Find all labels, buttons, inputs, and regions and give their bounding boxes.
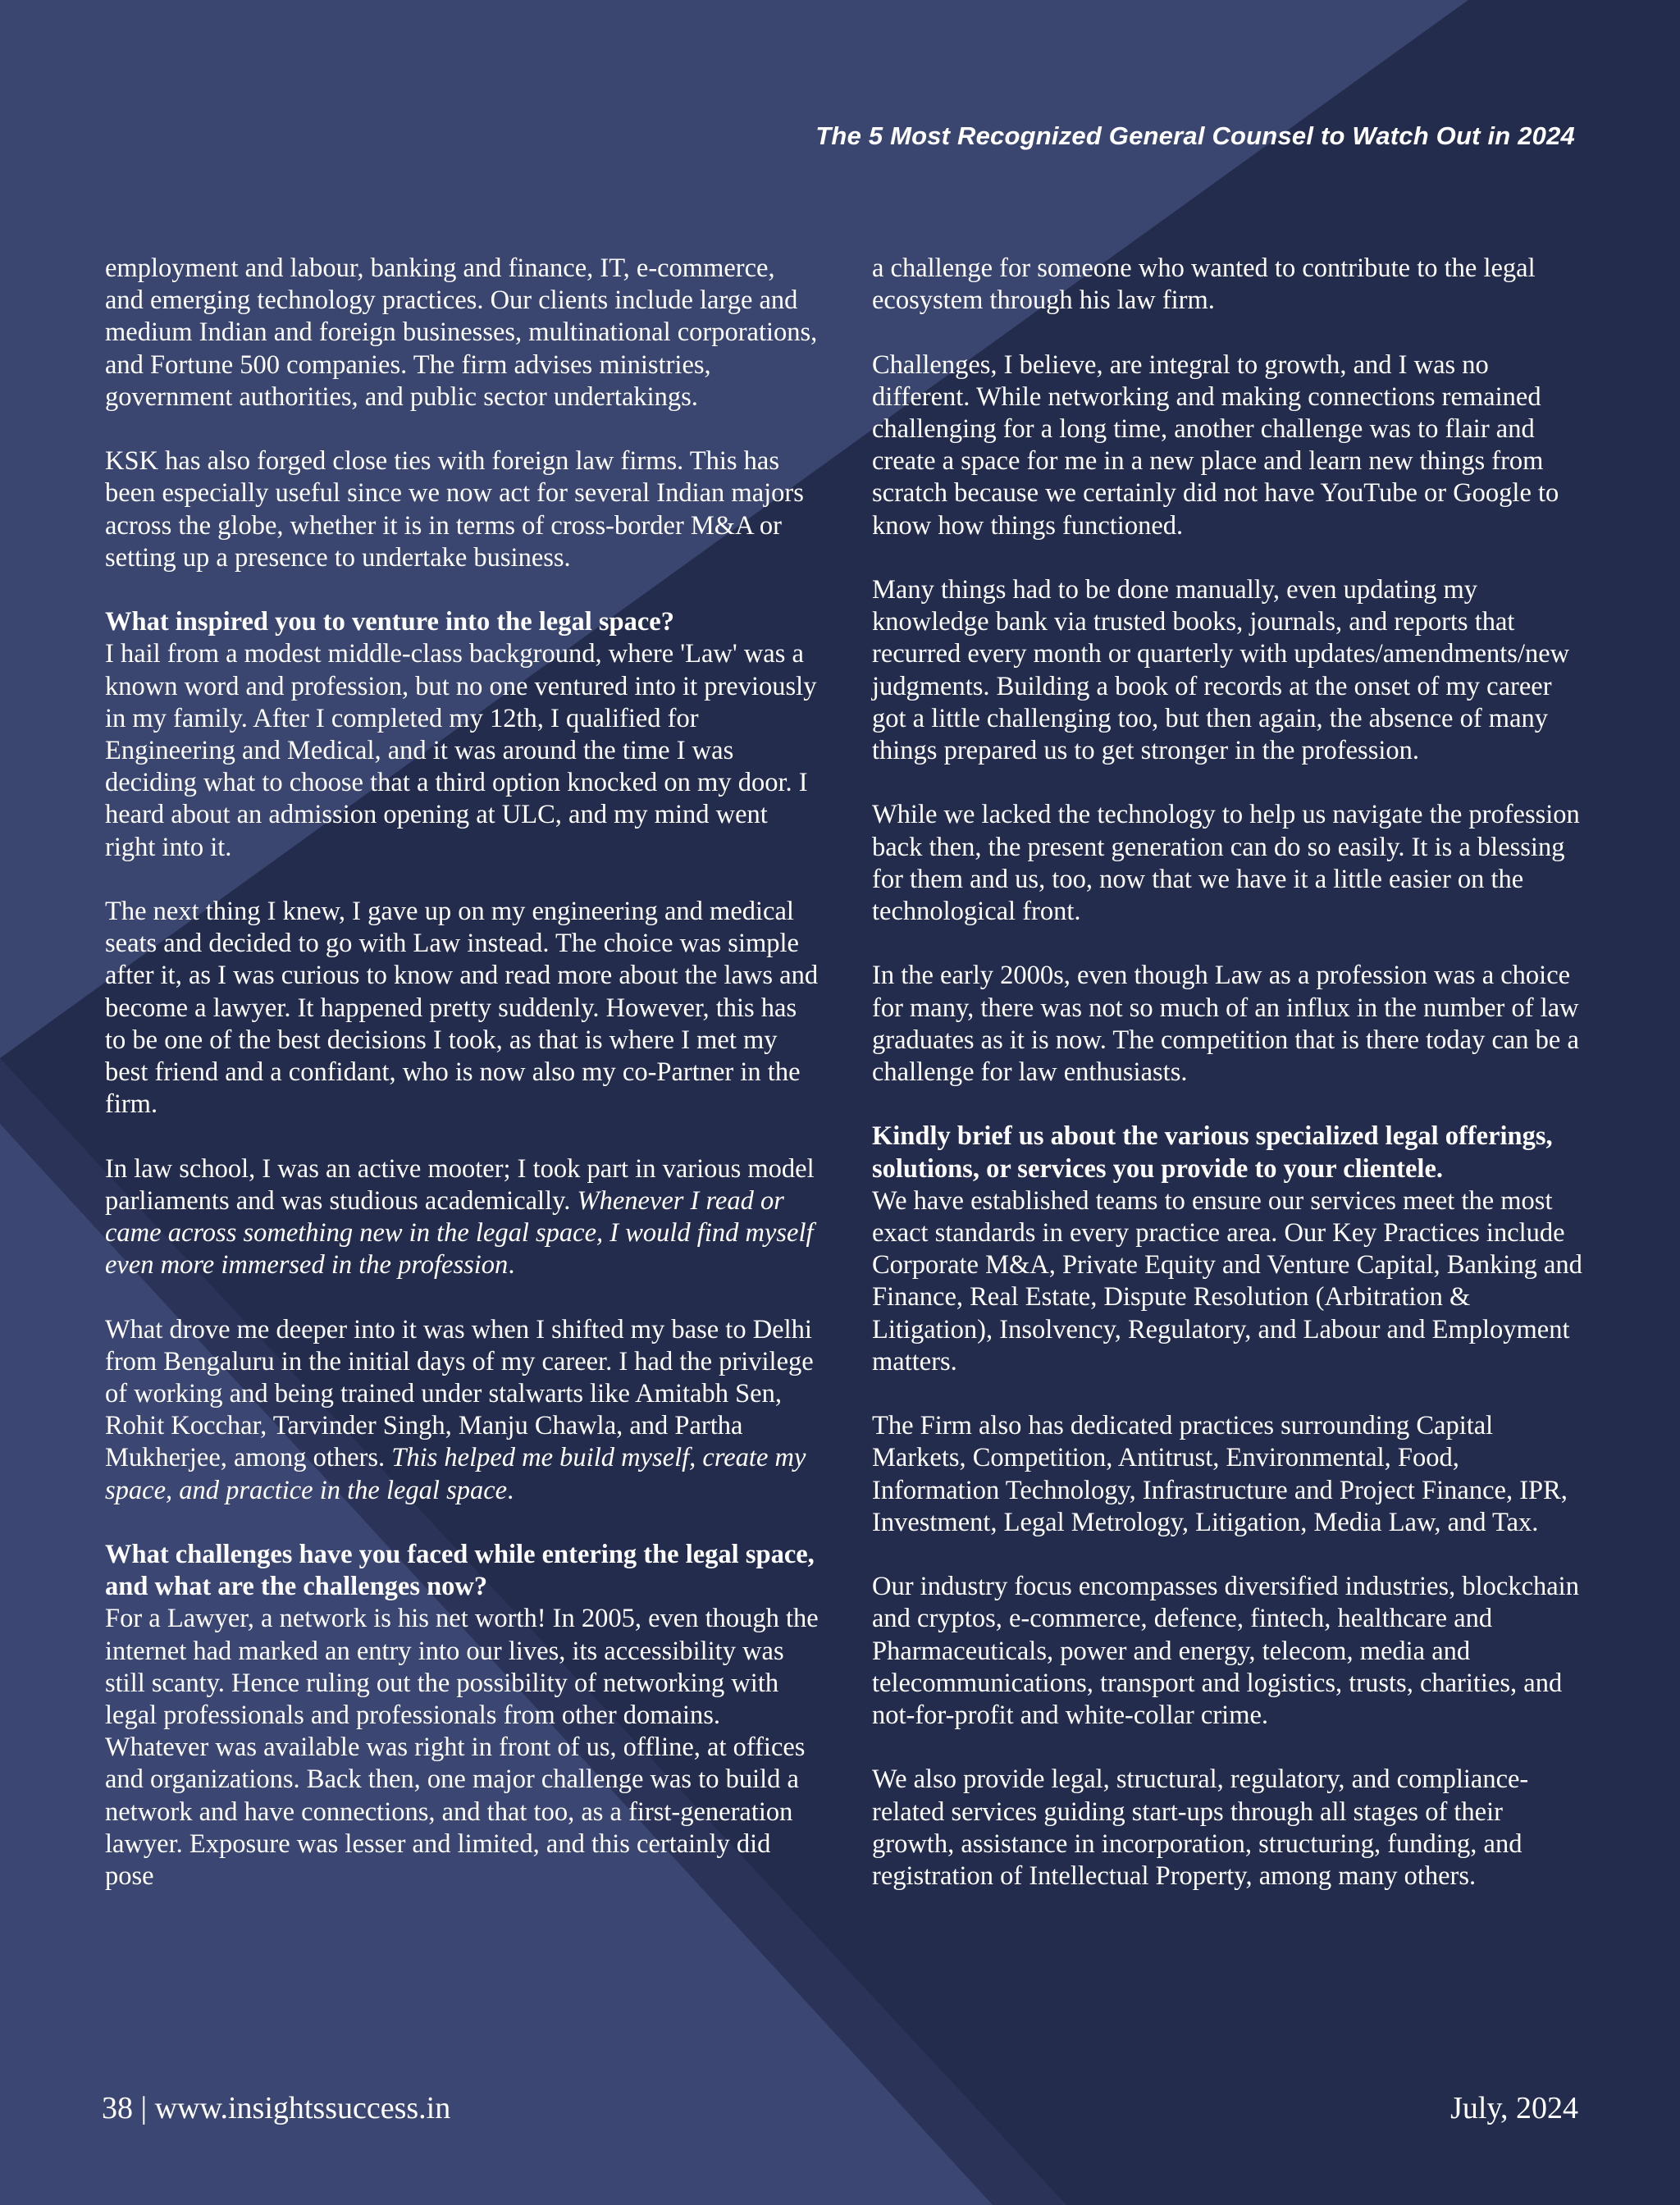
left-column: [105, 253, 819, 1892]
paragraph: Many things had to be done manually, even updating my knowledge bank via trusted books, journals, and reports that recurred every month or quarterly with updates/amendments/new judgments. Building a book of records at the onset of my career got a little challenging too, but then again, the absence of many things prepared us to get stronger in the profession.: [872, 575, 1570, 766]
answer-text: For a Lawyer, a network is his net worth! In 2005, even though the internet had marked an entry into our lives, its accessibility was still scanty. Hence ruling out the possibility of networking with legal professionals and professionals from other domains. Whatever was available was right in front of us, offline, at offices and organizations. Back then, one major challenge was to build a network and have connections, and that too, as a first-generation lawyer. Exposure was lesser and limited, and this certainly did pose: [105, 1604, 819, 1892]
text-plain: What drove me deeper into it was when I shifted my base to Delhi from Bengaluru in the initial days of my career. I had the privilege of working and being trained under stalwarts like Amitabh Sen, Rohit Kocchar, Tarvinder Singh, Manju Chawla, and Partha Mukherjee, among others.: [105, 1314, 814, 1473]
paragraph: Our industry focus encompasses diversified industries, blockchain and cryptos, e-commerce, defence, fintech, healthcare and Pharmaceuticals, power and energy, telecom, media and telecommunications, transport and logistics, trusts, charities, and not-for-profit and white-collar crime.: [872, 1572, 1579, 1731]
paragraph: The Firm also has dedicated practices surrounding Capital Markets, Competition, Antitrust, Environmental, Food, Information Technology, Infrastructure and Project Finance, IPR, Investment, Legal Metrology, Litigation, Media Law, and Tax.: [872, 1411, 1568, 1537]
question-heading: What challenges have you faced while entering the legal space, and what are the challenges now?: [105, 1540, 815, 1602]
paragraph: While we lacked the technology to help us navigate the profession back then, the present generation can do so easily. It is a blessing for them and us, too, now that we have it a little easier on the technological front.: [872, 800, 1580, 927]
paragraph: Challenges, I believe, are integral to growth, and I was no different. While networking and making connections remained challenging for a long time, another challenge was to flair and create a space for me in a new place and learn new things from scratch because we certainly did not have YouTube or Google to know how things functioned.: [872, 349, 1559, 541]
text-italic: This helped me build myself, create my space, and practice in the legal space: [105, 1443, 806, 1505]
paragraph: In the early 2000s, even though Law as a profession was a choice for many, there was not so much of an influx in the number of law graduates as it is now. The competition that is there today can be a challenge for law enthusiasts.: [872, 961, 1579, 1088]
text-period: .: [507, 1475, 514, 1505]
text-period: .: [508, 1250, 515, 1281]
paragraph: We also provide legal, structural, regulatory, and compliance-related services guiding start-ups through all stages of their growth, assistance in incorporation, structuring, funding, and registration of Intellectual Property, among many others.: [872, 1764, 1529, 1892]
text-plain: In law school, I was an active mooter; I took part in various model parliaments and was studious academically.: [105, 1153, 815, 1216]
qa-block: [105, 1539, 819, 1892]
paragraph: a challenge for someone who wanted to contribute to the legal ecosystem through his law firm.: [872, 253, 1536, 316]
qa-block: [105, 606, 819, 864]
issue-date: July, 2024: [1450, 2091, 1578, 2125]
text-italic: Whenever I read or came across something new in the legal space, I would find myself even more immersed in the profession: [105, 1185, 814, 1281]
paragraph: employment and labour, banking and finance, IT, e-commerce, and emerging technology practices. Our clients include large and medium Indian and foreign businesses, multinational corporations, and Fortune 500 companies. The firm advises ministries, government authorities, and public sector undertakings.: [105, 253, 818, 412]
right-column: [872, 253, 1586, 1892]
answer-text: We have established teams to ensure our services meet the most exact standards in every practice area. Our Key Practices include Corporate M&A, Private Equity and Venture Capital, Banking and Finance, Real Estate, Dispute Resolution (Arbitration & Litigation), Insolvency, Regulatory, and Labour and Employment matters.: [872, 1185, 1582, 1376]
paragraph: KSK has also forged close ties with foreign law firms. This has been especially useful since we now act for several Indian majors across the globe, whether it is in terms of cross-border M&A or setting up a presence to undertake business.: [105, 446, 804, 573]
paragraph: [105, 1314, 819, 1507]
answer-text: I hail from a modest middle-class background, where 'Law' was a known word and profession, but no one ventured into it previously in my family. After I completed my 12th, I qualified for Engineering and Medical, and it was around the time I was deciding what to choose that a third option knocked on my door. I heard about an admission opening at ULC, and my mind went right into it.: [105, 639, 817, 862]
paragraph: [105, 1153, 819, 1282]
paragraph: The next thing I knew, I gave up on my engineering and medical seats and decided to go with Law instead. The choice was simple after it, as I was curious to know and read more about the laws and become a lawyer. It happened pretty suddenly. However, this has to be one of the best decisions I took, as that is where I met my best friend and a confidant, who is now also my co-Partner in the firm.: [105, 897, 819, 1120]
qa-block: [872, 1121, 1586, 1378]
issue-header: The 5 Most Recognized General Counsel to Watch Out in 2024: [815, 121, 1575, 150]
question-heading: What inspired you to venture into the legal space?: [105, 607, 674, 637]
page-number-and-site: 38 | www.insightssuccess.in: [102, 2091, 451, 2125]
question-heading: Kindly brief us about the various specialized legal offerings, solutions, or services you provide to your clientele.: [872, 1121, 1553, 1184]
